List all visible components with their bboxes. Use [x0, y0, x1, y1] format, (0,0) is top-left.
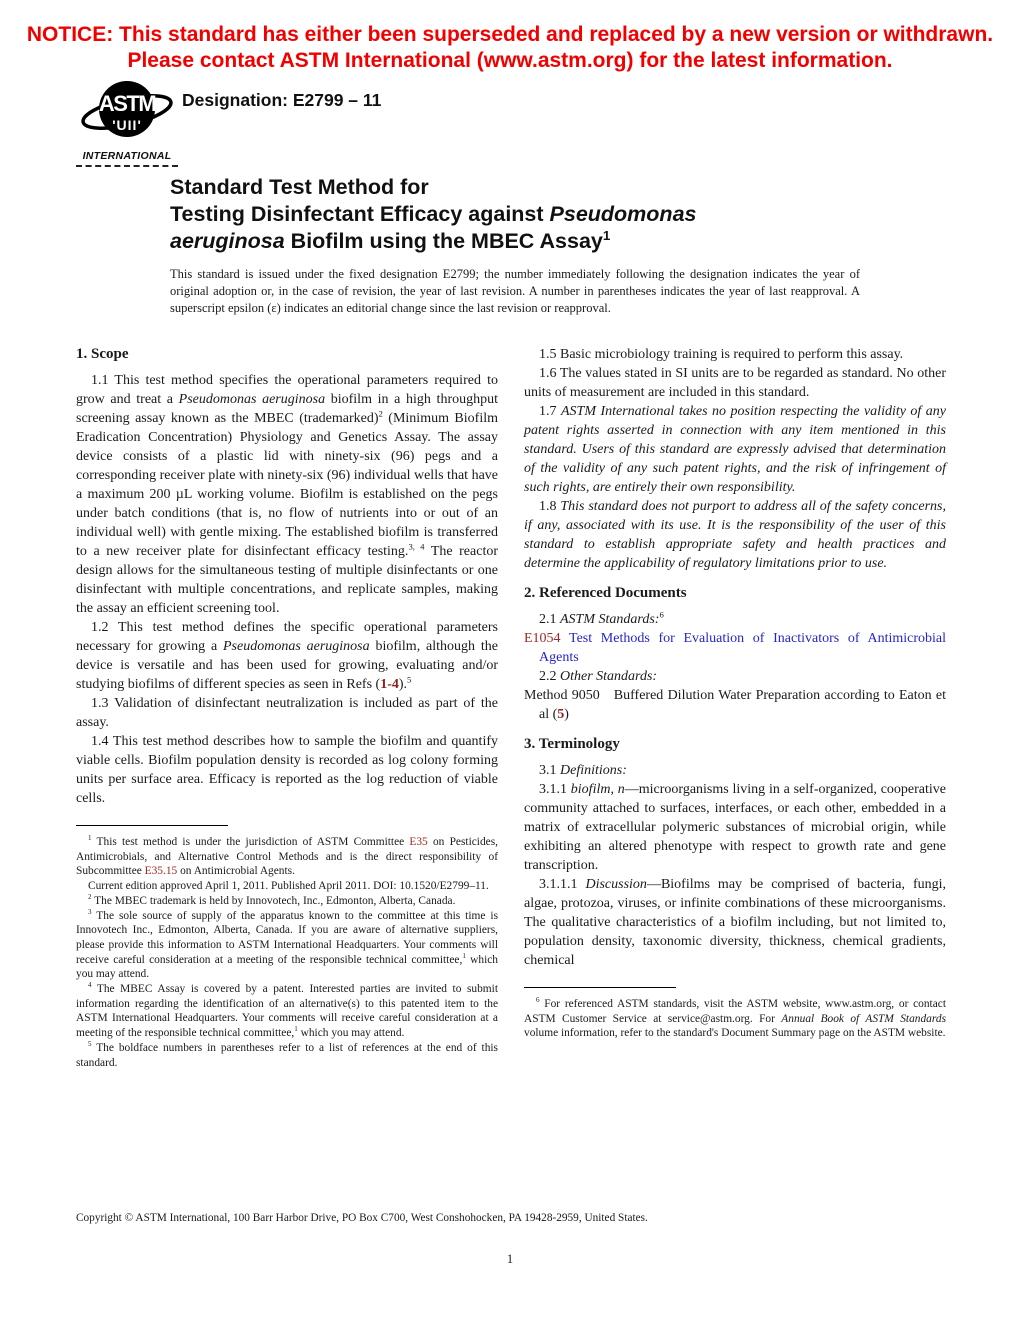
page-number: 1: [506, 1252, 514, 1266]
text-run: on Pesticides, Antimicrobials, and Alternative Control Methods and is the direct responsibility of Subcommittee: [76, 836, 498, 878]
designation: Designation: E2799 – 11: [182, 90, 382, 110]
text-run: Pseudomonas: [549, 202, 697, 226]
text-run: —Biofilms may be comprised of bacteria, fungi, algae, protozoa, viruses, or infinite combinations of these microorganisms. The qualitative characteristics of a biofilm including, but not limited to, population density, taxonomic diversity, thickness, chemical gradients, chemical: [524, 877, 946, 968]
text-run: aeruginosa: [170, 229, 285, 253]
text-run: [561, 631, 569, 646]
text-run: The boldface numbers in parentheses refer to a list of references at the end of this standard.: [76, 1041, 498, 1069]
footnote: [76, 835, 498, 879]
text-run: 3.1.1.1: [539, 877, 586, 892]
footnote-rule: [76, 825, 228, 826]
text-run: ASTM Standards:: [560, 612, 660, 627]
text-run: Testing Disinfectant Efficacy against: [170, 202, 550, 226]
text-run: 3, 4: [408, 541, 425, 552]
text-run: Definitions:: [560, 763, 627, 778]
text-run: ): [564, 707, 569, 722]
paragraph: [76, 618, 498, 694]
text-run: 1-4: [380, 677, 399, 692]
text-run: 3: [88, 907, 92, 916]
section-heading: 3. Terminology: [524, 736, 620, 752]
text-run: 4: [88, 981, 92, 990]
paragraph: [524, 875, 946, 970]
footnote: [524, 997, 946, 1041]
text-run: 1: [88, 834, 92, 843]
section-heading: 1. Scope: [76, 346, 129, 362]
document-title: [170, 174, 810, 255]
footnote-rule: [524, 987, 676, 988]
text-run: 1.8: [539, 499, 561, 514]
footnote: [76, 879, 498, 894]
section-heading: 2. Referenced Documents: [524, 585, 687, 601]
astm-logo-icon: [79, 78, 175, 144]
text-run: This standard does not purport to address all of the safety concerns, if any, associated with its use. It is the responsibility of the user of this standard to establish appropriate safety and health practices and determine the applicability of regulatory limitations prior to use.: [524, 499, 947, 571]
text-run: The sole source of supply of the apparatus known to the committee at this time is Innovotech Inc., Edmonton, Alberta, Canada. If you are aware of alternative suppliers, please provide this information to ASTM International Headquarters. Your comments will receive careful consideration at a meeting of the responsible technical committee,: [76, 909, 498, 966]
standard-link[interactable]: E1054: [524, 631, 561, 646]
text-run: 5: [88, 1040, 92, 1049]
text-run: 5: [557, 707, 565, 722]
paragraph: [524, 667, 946, 686]
text-run: 3.1: [539, 763, 560, 778]
text-run: 1.2 This test method defines the specific operational parameters necessary for growing a: [76, 620, 498, 654]
text-run: 2: [378, 408, 383, 419]
paragraph: [76, 732, 498, 808]
right-column: [524, 345, 946, 1041]
text-run: —microorganisms living in a self-organized, cooperative community attached to surfaces, interfaces, or each other, embedded in a matrix of extracellular polymeric substances of microbial origin, while exhibiting an altered phenotype with respect to growth rate and gene transcription.: [524, 782, 947, 873]
paragraph: [524, 345, 946, 364]
text-run: Method 9050 Buffered Dilution Water Preparation according to Eaton et al (: [524, 688, 946, 722]
text-run: This test method is under the jurisdiction of ASTM Committee: [91, 836, 410, 848]
paragraph: [524, 761, 946, 780]
supersession-notice: [0, 22, 1020, 74]
paragraph: [524, 364, 946, 402]
logo-acronym: ASTM: [98, 91, 156, 116]
text-run: 1.3 Validation of disinfectant neutralization is included as part of the assay.: [76, 696, 498, 730]
logo-subtext: INTERNATIONAL: [76, 150, 178, 167]
text-run: The reactor design allows for the simultaneous testing of multiple disinfectants or one disinfectant with multiple concentrations, and replicate samples, making the assay an efficient screening tool.: [76, 544, 498, 616]
text-run: 6: [536, 996, 540, 1005]
text-run: 1: [294, 1025, 298, 1034]
text-run: biofilm, n: [570, 782, 625, 797]
text-run: 2.1: [539, 612, 560, 627]
text-run: Standard Test Method for: [170, 175, 429, 199]
standard-link[interactable]: E35: [409, 836, 428, 848]
text-run: 5: [407, 674, 412, 685]
astm-logo: [76, 78, 178, 167]
left-column: [76, 345, 498, 1070]
footnote: [76, 909, 498, 983]
reference-entry: [524, 629, 946, 667]
footnote: [76, 1041, 498, 1070]
text-run: 1: [462, 951, 466, 960]
paragraph: [524, 610, 946, 629]
text-run: Current edition approved April 1, 2011. Published April 2011. DOI: 10.1520/E2799–11.: [88, 880, 489, 893]
paragraph: [76, 371, 498, 618]
intro-note: This standard is issued under the fixed designation E2799; the number immediately following the designation indicates the year of original adoption or, in the case of revision, the year of last revision. A number in parentheses indicates the year of last reapproval. A superscript epsilon (ε) indicates an editorial change since the last revision or reapproval.: [170, 267, 860, 315]
paragraph: [76, 694, 498, 732]
text-run: 2: [88, 893, 92, 902]
footnote: [76, 894, 498, 909]
text-run: 1.4 This test method describes how to sample the biofilm and quantify viable cells. Biofilm population density is recorded as log colony forming units per surface area. Efficacy is reported as the log reduction of viable cells.: [76, 734, 498, 806]
text-run: 1.1 This test method specifies the operational parameters required to grow and treat a: [76, 373, 498, 407]
copyright-line: Copyright © ASTM International, 100 Barr Harbor Drive, PO Box C700, West Conshohocken, PA 19428-2959, United States.: [76, 1212, 648, 1224]
text-run: 3.1.1: [539, 782, 571, 797]
title-line: [170, 228, 810, 255]
text-run: For referenced ASTM standards, visit the ASTM website, www.astm.org, or contact ASTM Customer Service at service@astm.org. For: [524, 998, 946, 1025]
paragraph: [524, 780, 946, 875]
paragraph: [524, 497, 946, 573]
text-run: (Minimum Biofilm Eradication Concentration) Physiology and Genetics Assay. The assay device consists of a plastic lid with ninety-six (96) pegs and a corresponding receiver plate with ninety-six (96) individual wells that have a maximum 200 µL working volume. Biofilm is established on the pegs under batch conditions (that is, no flow of nutrients into or out of an individual well) with gentle mixing. The established biofilm is transferred to a new receiver plate for disinfectant efficacy testing.: [76, 411, 498, 559]
text-run: 6: [659, 609, 664, 620]
text-run: volume information, refer to the standard's Document Summary page on the ASTM website.: [524, 1027, 946, 1040]
text-run: 2.2: [539, 669, 560, 684]
text-run: 1.7: [539, 404, 561, 419]
text-run: Discussion: [585, 877, 647, 892]
standard-link[interactable]: Test Methods for Evaluation of Inactivators of Antimicrobial Agents: [539, 631, 947, 665]
text-run: biofilm in a high throughput screening assay known as the MBEC (trademarked): [76, 392, 498, 426]
text-run: biofilm, although the device is versatile and has been used for growing, evaluating and/or studying biofilms of different species as seen in Refs (: [76, 639, 498, 692]
paragraph: [524, 402, 946, 497]
text-run: which you may attend.: [297, 1027, 405, 1040]
text-run: Pseudomonas aeruginosa: [178, 392, 326, 407]
text-run: ASTM International takes no position respecting the validity of any patent rights asserted in connection with any item mentioned in this standard. Users of this standard are expressly advised that determination of the validity of any such patent rights, and the risk of infringement of such rights, are entirely their own responsibility.: [524, 404, 947, 495]
footnote: [76, 982, 498, 1041]
text-run: Other Standards:: [560, 669, 658, 684]
notice-line-1: NOTICE: This standard has either been superseded and replaced by a new version or withdrawn.: [26, 23, 994, 46]
text-run: on Antimicrobial Agents.: [177, 865, 295, 878]
text-run: The MBEC trademark is held by Innovotech, Inc., Edmonton, Alberta, Canada.: [91, 894, 456, 907]
text-run: 1: [602, 227, 611, 243]
reference-entry: [524, 686, 946, 724]
text-run: which you may attend.: [76, 953, 498, 981]
standard-link[interactable]: E35.15: [144, 865, 178, 878]
notice-line-2: Please contact ASTM International (www.astm.org) for the latest information.: [127, 49, 893, 72]
text-run: The MBEC Assay is covered by a patent. Interested parties are invited to submit information regarding the identification of an alternative(s) to this patented item to the ASTM International Headquarters. Your comments will receive careful consideration at a meeting of the responsible technical committee,: [76, 983, 498, 1040]
text-run: Biofilm using the MBEC Assay: [284, 229, 603, 253]
text-run: Annual Book of ASTM Standards: [781, 1012, 946, 1025]
text-run: 1.5 Basic microbiology training is required to perform this assay.: [539, 347, 904, 362]
text-run: ).: [398, 677, 408, 692]
text-run: Pseudomonas aeruginosa: [223, 639, 370, 654]
title-line: [170, 174, 810, 201]
text-run: 1.6 The values stated in SI units are to be regarded as standard. No other units of measurement are included in this standard.: [524, 366, 946, 400]
logo-mark: 'UII': [112, 117, 142, 133]
title-line: [170, 201, 810, 228]
